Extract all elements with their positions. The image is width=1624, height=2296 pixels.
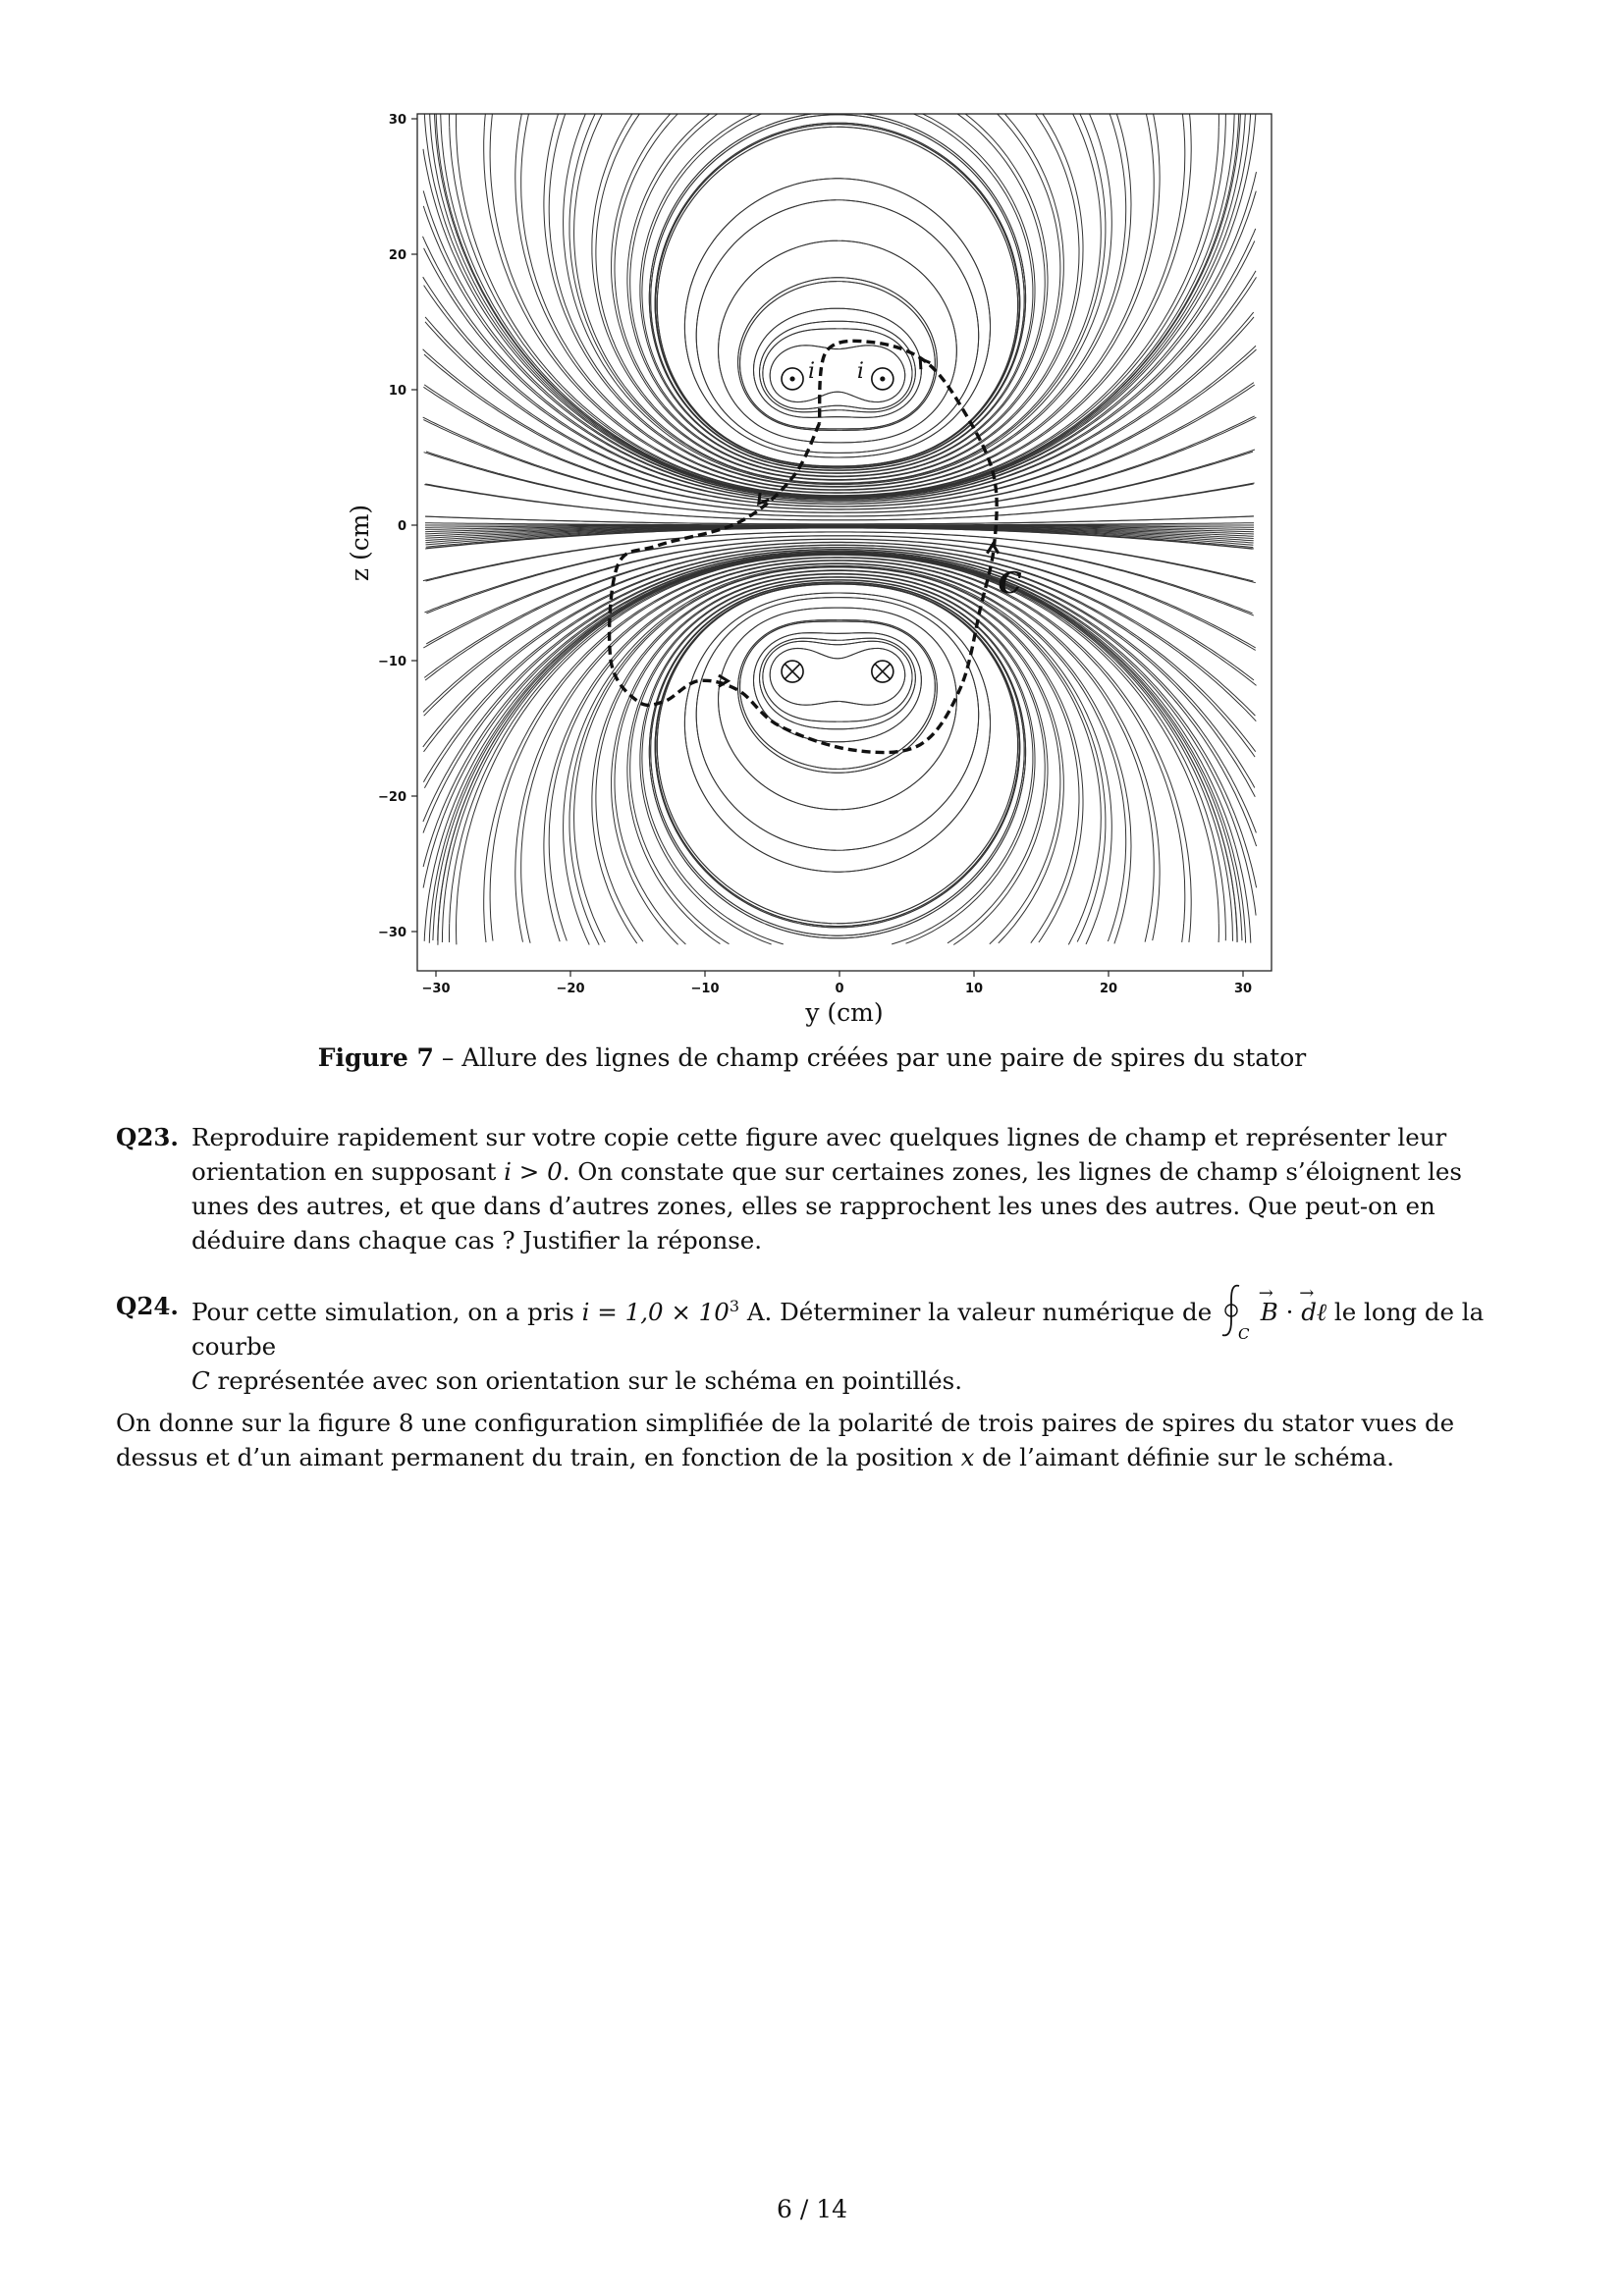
- field-line: [484, 108, 1191, 493]
- field-line: [696, 598, 979, 851]
- q24-text-cont3: représentée avec son orientation sur le schéma en pointillés.: [209, 1366, 962, 1396]
- y-tick-label: −20: [378, 790, 406, 805]
- question-23: [116, 1120, 1520, 1257]
- field-line: [519, 924, 523, 942]
- field-line: [1235, 385, 1255, 398]
- field-line: [684, 179, 990, 457]
- field-line: [1235, 607, 1253, 614]
- field-line: [696, 200, 979, 454]
- field-line: [592, 108, 1083, 480]
- q23-text: Reproduire rapidement sur votre copie cette figure avec quelques lignes de champ et représenter leur orientation en supposant: [191, 1123, 1447, 1186]
- field-line: [1235, 636, 1256, 648]
- field-line: [444, 229, 1255, 500]
- q23-text-cont: . On constate que sur certaines zones, les lignes de champ s’éloignent les unes des autres, et que dans d’autres zones, elles se rapprochent les unes des autres. Que peut-on en déduire dans chaque cas ? Justifier la réponse.: [191, 1157, 1462, 1255]
- field-line: [425, 667, 444, 681]
- field-line: [651, 582, 1024, 935]
- dot-operator: ·: [1277, 1298, 1302, 1327]
- field-line: [684, 593, 990, 872]
- field-line: [574, 108, 1102, 483]
- field-line: [754, 308, 922, 417]
- field-line: [569, 566, 1106, 941]
- field-line: [1235, 875, 1242, 940]
- field-lines-figure: [324, 103, 1296, 1045]
- body-paragraph: [116, 1406, 1520, 1474]
- field-line: [442, 904, 444, 942]
- q23-math: i > 0: [504, 1157, 563, 1186]
- vector-dl: → dℓ: [1301, 1295, 1326, 1329]
- field-line: [763, 641, 912, 721]
- y-axis-label: z (cm): [346, 504, 374, 582]
- streamlines: [423, 105, 1257, 944]
- field-line: [1235, 516, 1254, 517]
- field-line: [694, 924, 720, 944]
- question-body: [191, 1289, 1520, 1398]
- field-line: [990, 106, 1009, 127]
- field-line: [423, 206, 1235, 499]
- x-tick-label: −30: [421, 982, 451, 996]
- field-line: [615, 106, 1060, 476]
- field-line: [574, 567, 1102, 942]
- field-line: [684, 179, 990, 457]
- field-line: [1145, 108, 1149, 127]
- x-tick-label: −10: [690, 982, 720, 996]
- field-line: [426, 452, 444, 457]
- field-line: [436, 108, 1235, 497]
- q24-math-value: i = 1,0 × 10: [581, 1298, 730, 1327]
- field-line: [719, 240, 957, 443]
- field-line: [484, 558, 1191, 942]
- curve-label: C: [998, 566, 1022, 601]
- y-tick-label: 10: [388, 384, 406, 399]
- field-line: [423, 349, 445, 368]
- paragraph-math: x: [960, 1443, 975, 1471]
- field-line: [423, 636, 444, 648]
- paragraph-text: On donne sur la figure 8 une configuration simplifiée de la polarité de trois paires de spires du stator vues de dessus et d’un aimant permanent du train, en fonction de la position: [116, 1409, 1455, 1471]
- field-line: [1235, 317, 1254, 339]
- field-line: [740, 282, 936, 429]
- field-line: [1068, 106, 1079, 128]
- x-tick-label: 20: [1099, 982, 1118, 996]
- field-line: [592, 570, 1083, 942]
- current-label: i: [808, 358, 816, 384]
- field-line: [423, 785, 444, 833]
- field-line: [423, 417, 445, 428]
- field-line: [596, 571, 1079, 942]
- y-tick-label: 0: [397, 519, 406, 534]
- question-body: [191, 1120, 1520, 1257]
- page-number: 6 / 14: [776, 2195, 848, 2223]
- field-line: [1235, 277, 1257, 308]
- current-out-icon: [789, 376, 794, 381]
- question-number: Q24.: [116, 1292, 179, 1320]
- field-line: [624, 924, 637, 943]
- field-line: [763, 641, 912, 721]
- field-line: [694, 106, 720, 127]
- field-line: [484, 924, 486, 942]
- field-line: [763, 329, 912, 409]
- current-label: i: [856, 358, 864, 384]
- field-line: [444, 108, 1240, 497]
- x-tick-label: −20: [556, 982, 585, 996]
- field-line: [1235, 725, 1256, 752]
- field-line: [719, 608, 957, 810]
- field-line: [730, 106, 772, 127]
- field-line: [642, 106, 1033, 470]
- field-line: [1108, 109, 1113, 127]
- field-line: [423, 237, 445, 279]
- field-line: [892, 106, 939, 127]
- field-line: [656, 584, 1019, 927]
- field-line: [423, 551, 1235, 822]
- field-line: [1235, 417, 1257, 427]
- field-line: [1031, 107, 1044, 127]
- field-line: [655, 584, 1020, 928]
- arrow-head-icon: [920, 358, 930, 369]
- field-line: [424, 248, 1235, 501]
- field-line: [438, 554, 1235, 945]
- field-line: [892, 924, 939, 944]
- field-line: [615, 574, 1060, 944]
- field-line: [424, 725, 445, 752]
- field-line: [684, 593, 990, 872]
- field-line: [649, 582, 1025, 938]
- field-line: [657, 584, 1017, 924]
- field-line: [649, 112, 1025, 468]
- q24-math-unit: A: [739, 1298, 765, 1327]
- field-line: [423, 277, 445, 308]
- x-tick-label: 30: [1233, 982, 1253, 996]
- integral-subscript: C: [1238, 1324, 1250, 1341]
- field-line: [657, 127, 1017, 466]
- field-line: [696, 598, 979, 851]
- field-line: [555, 924, 561, 942]
- field-line: [569, 109, 1106, 484]
- field-line: [651, 115, 1024, 468]
- x-axis-label: y (cm): [805, 998, 884, 1027]
- field-line: [1182, 924, 1184, 942]
- field-line: [624, 107, 637, 127]
- field-line: [1108, 924, 1113, 941]
- field-line: [457, 106, 1219, 496]
- field-line: [1235, 667, 1254, 680]
- y-tick-label: −10: [378, 655, 406, 669]
- y-tick-label: 30: [388, 113, 406, 128]
- q24-text: Pour cette simulation, on a pris: [191, 1298, 582, 1327]
- field-line: [444, 107, 1234, 497]
- curve-symbol: C: [191, 1366, 210, 1396]
- field-line: [425, 317, 444, 339]
- field-line: [696, 200, 979, 454]
- question-24: [116, 1289, 1520, 1398]
- figure-caption-label: Figure 7: [317, 1043, 434, 1072]
- current-out-icon: [880, 376, 885, 381]
- field-line: [1235, 452, 1253, 457]
- vector-b: → B: [1261, 1295, 1278, 1329]
- field-line: [1235, 576, 1254, 581]
- field-line: [990, 924, 1009, 944]
- field-line: [426, 607, 444, 614]
- field-line: [484, 108, 486, 127]
- field-line: [1235, 240, 1255, 278]
- field-line: [555, 109, 561, 128]
- field-line: [424, 696, 445, 716]
- field-line: [763, 329, 912, 409]
- field-line: [596, 109, 1079, 480]
- field-line: [426, 576, 445, 581]
- field-line: [1235, 696, 1256, 716]
- field-line: [1235, 756, 1255, 788]
- q24-text-cont: . Déterminer la valeur numérique de: [764, 1298, 1219, 1327]
- question-number: Q23.: [116, 1123, 179, 1151]
- field-line: [519, 108, 523, 127]
- field-line: [441, 107, 445, 159]
- contour-integral-icon: [1219, 1300, 1253, 1341]
- field-line: [730, 924, 772, 944]
- field-line: [457, 555, 1219, 944]
- x-tick-label: 10: [964, 982, 984, 996]
- field-line: [1031, 924, 1044, 943]
- field-line: [1235, 191, 1257, 249]
- field-line: [1182, 108, 1184, 127]
- field-line: [490, 558, 1185, 940]
- figure-caption-text: – Allure des lignes de champ créées par une paire de spires du stator: [433, 1043, 1307, 1072]
- q24-text-cont2: le long de la courbe: [191, 1298, 1485, 1362]
- field-line: [444, 346, 1256, 507]
- y-tick-label: 20: [388, 248, 406, 263]
- field-line: [450, 110, 1226, 496]
- x-tick-label: 0: [835, 982, 844, 996]
- field-line: [424, 385, 444, 398]
- paragraph-text-cont: de l’aimant définie sur le schéma.: [974, 1443, 1395, 1471]
- field-line: [740, 282, 936, 429]
- figure-caption: [0, 1043, 1624, 1072]
- q24-math-exponent: 3: [729, 1297, 740, 1315]
- field-line: [719, 240, 957, 443]
- field-line: [1145, 924, 1149, 942]
- field-line: [1235, 349, 1257, 368]
- y-tick-label: −30: [378, 926, 406, 940]
- field-line: [719, 608, 957, 810]
- field-lines-plot: [324, 103, 1296, 1045]
